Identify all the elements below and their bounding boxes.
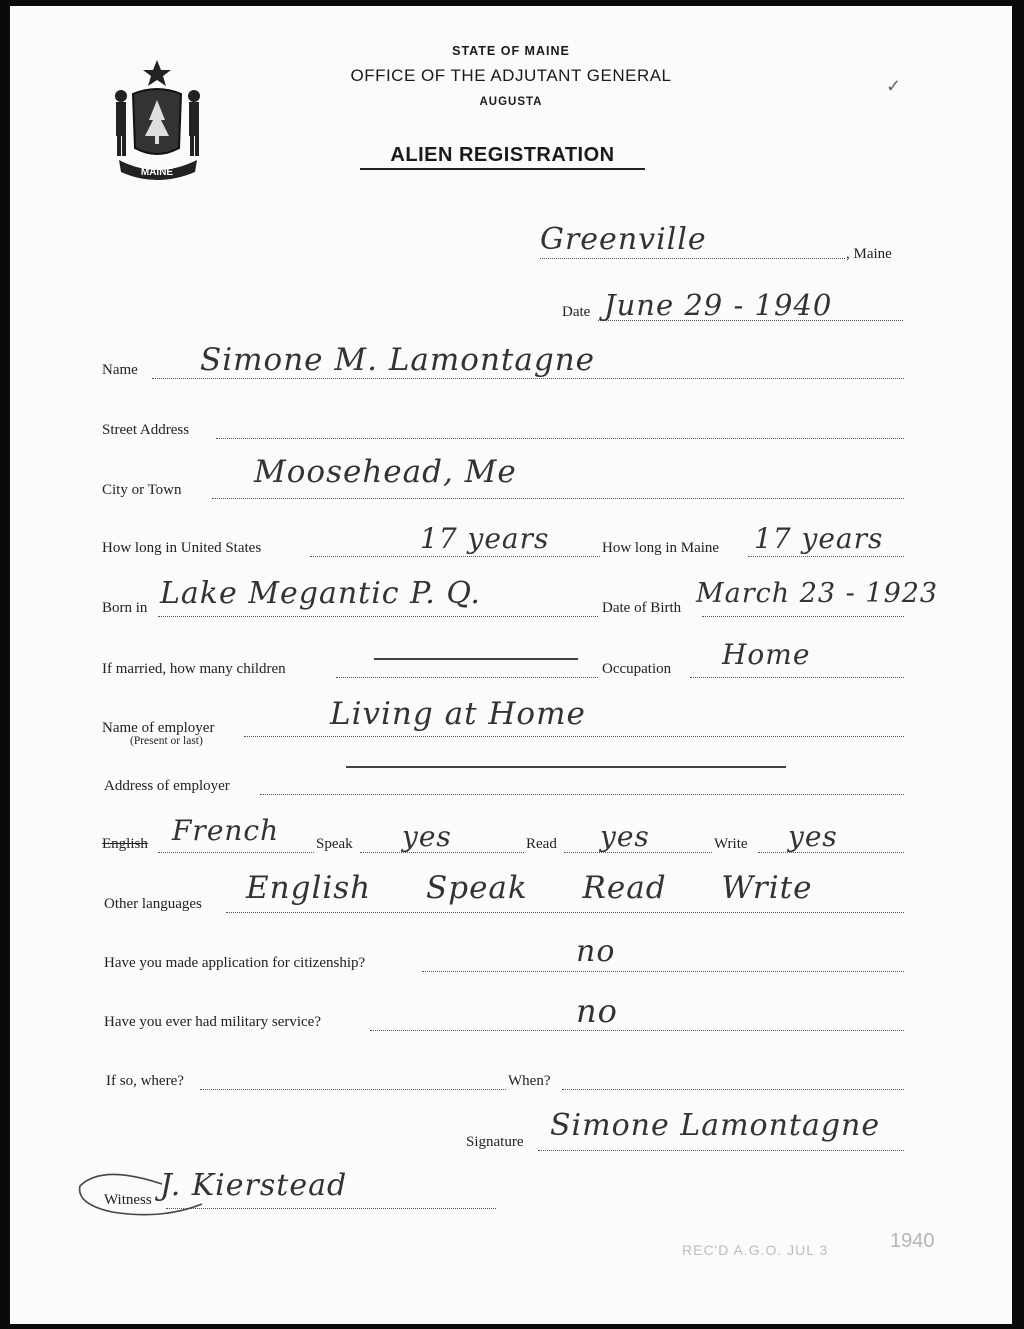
children-label: If married, how many children bbox=[102, 661, 286, 677]
other-languages-value: English Speak Read Write bbox=[246, 870, 813, 906]
city-town-value: Moosehead, Me bbox=[254, 454, 517, 490]
write-label: Write bbox=[714, 836, 748, 852]
signature-value: Simone Lamontagne bbox=[550, 1108, 881, 1143]
received-stamp: REC'D A.G.O. JUL 3 bbox=[682, 1242, 829, 1258]
speak-label: Speak bbox=[316, 836, 353, 852]
other-languages-label: Other languages bbox=[104, 896, 202, 912]
occupation-value: Home bbox=[722, 638, 811, 671]
how-long-us-label: How long in United States bbox=[102, 540, 262, 556]
date-of-birth-label: Date of Birth bbox=[602, 600, 682, 616]
witness-label: Witness bbox=[104, 1192, 152, 1208]
read-label: Read bbox=[526, 836, 557, 852]
how-long-us-value: 17 years bbox=[420, 522, 550, 555]
city-town-label: City or Town bbox=[102, 482, 182, 498]
svg-text:MAINE: MAINE bbox=[140, 167, 174, 178]
employer-address-label: Address of employer bbox=[104, 778, 230, 794]
employer-label: Name of employer bbox=[102, 720, 215, 736]
place-line bbox=[540, 258, 845, 259]
military-value: no bbox=[576, 992, 618, 1030]
date-label: Date bbox=[562, 304, 591, 320]
read-value: yes bbox=[600, 820, 650, 853]
how-long-maine-label: How long in Maine bbox=[602, 540, 720, 556]
how-long-maine-value: 17 years bbox=[754, 522, 884, 555]
employer-sublabel: (Present or last) bbox=[130, 735, 203, 747]
date-value: June 29 - 1940 bbox=[604, 288, 833, 322]
header-state: STATE OF MAINE bbox=[452, 44, 570, 58]
registration-form bbox=[10, 6, 1012, 1324]
employer-value: Living at Home bbox=[330, 696, 586, 732]
form-title: ALIEN REGISTRATION bbox=[360, 144, 645, 170]
english-label: English bbox=[102, 836, 148, 852]
speak-value: yes bbox=[402, 820, 452, 853]
employer-address-dash bbox=[346, 766, 786, 768]
place-value: Greenville bbox=[540, 222, 707, 257]
received-stamp-year: 1940 bbox=[890, 1230, 935, 1252]
name-label: Name bbox=[102, 362, 138, 378]
born-in-label: Born in bbox=[102, 600, 148, 616]
military-label: Have you ever had military service? bbox=[104, 1014, 321, 1030]
check-mark-icon: ✓ bbox=[886, 76, 902, 96]
header-office: OFFICE OF THE ADJUTANT GENERAL bbox=[350, 66, 672, 85]
born-in-value: Lake Megantic P. Q. bbox=[160, 576, 481, 611]
language-value: French bbox=[172, 814, 280, 847]
signature-label: Signature bbox=[466, 1134, 524, 1150]
street-address-label: Street Address bbox=[102, 422, 190, 438]
date-of-birth-value: March 23 - 1923 bbox=[696, 578, 939, 609]
occupation-label: Occupation bbox=[602, 661, 672, 677]
header-city: AUGUSTA bbox=[479, 96, 543, 108]
write-value: yes bbox=[788, 820, 838, 853]
place-suffix: , Maine bbox=[846, 246, 892, 262]
citizenship-value: no bbox=[576, 934, 616, 969]
where-label: If so, where? bbox=[106, 1073, 184, 1089]
children-dash bbox=[374, 658, 578, 660]
citizenship-label: Have you made application for citizenship? bbox=[104, 955, 366, 971]
when-label: When? bbox=[508, 1073, 551, 1089]
witness-value: J. Kierstead bbox=[160, 1168, 348, 1203]
name-value: Simone M. Lamontagne bbox=[200, 342, 596, 378]
